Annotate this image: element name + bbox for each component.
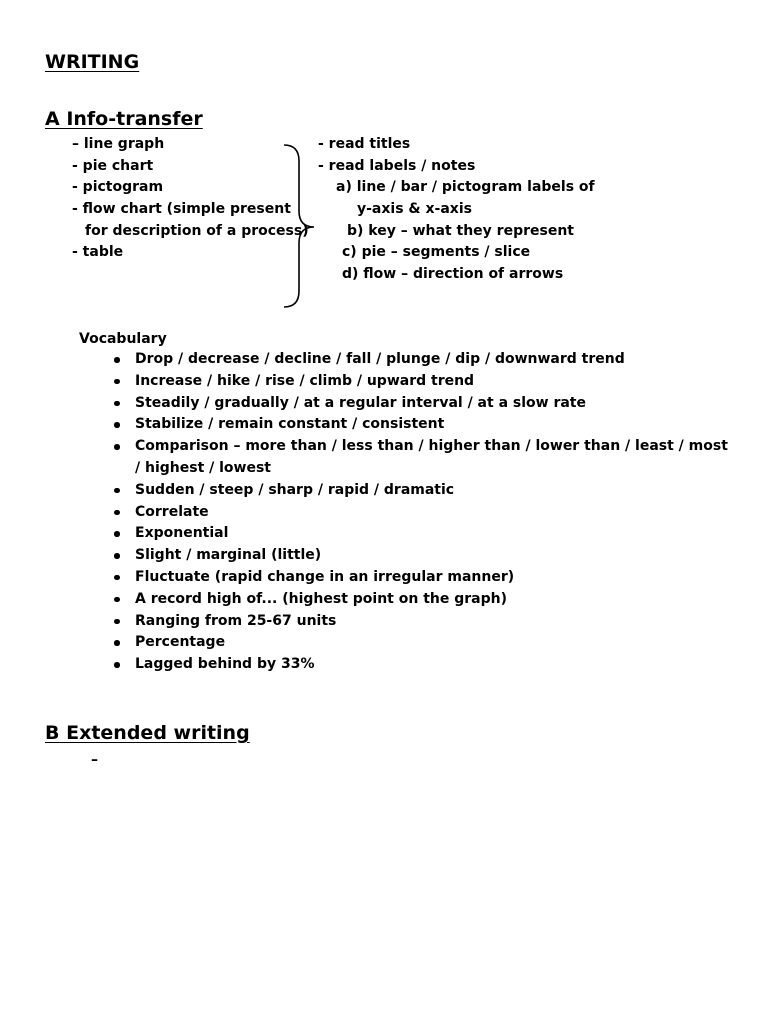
vocabulary-item: Sudden / steep / sharp / rapid / dramatic [110, 480, 728, 502]
right-list-item: d) flow – direction of arrows [342, 266, 564, 282]
bullet-icon [114, 488, 120, 494]
bullet-icon [114, 357, 120, 363]
bullet-icon [114, 619, 120, 625]
left-list-item: – line graph [72, 136, 165, 152]
right-list-item: b) key – what they represent [347, 223, 574, 239]
right-list-item: - read titles [318, 136, 411, 152]
bullet-icon [114, 510, 120, 516]
left-list-item: - pictogram [72, 179, 164, 195]
section-b-dash: – [91, 752, 98, 768]
vocabulary-heading: Vocabulary [79, 331, 167, 347]
bullet-icon [114, 531, 120, 537]
left-list-item: - flow chart (simple present [72, 201, 291, 217]
vocabulary-item: Comparison – more than / less than / higher than / lower than / least / most / highest / lowest [110, 436, 728, 480]
bullet-icon [114, 662, 120, 668]
bullet-icon [114, 640, 120, 646]
vocabulary-item: Steadily / gradually / at a regular interval / at a slow rate [110, 393, 728, 415]
vocabulary-item-continuation: / highest / lowest [135, 459, 271, 476]
section-a-heading: A Info-transfer [45, 108, 203, 130]
vocabulary-item: Percentage [110, 632, 728, 654]
vocabulary-item: Increase / hike / rise / climb / upward trend [110, 371, 728, 393]
page-title: WRITING [45, 51, 140, 73]
bullet-icon [114, 597, 120, 603]
vocabulary-item: Drop / decrease / decline / fall / plunge / dip / downward trend [110, 349, 728, 371]
left-list-item: for description of a process) [85, 223, 309, 239]
vocabulary-item: Slight / marginal (little) [110, 545, 728, 567]
section-b-heading: B Extended writing [45, 722, 250, 744]
left-list-item: - pie chart [72, 158, 154, 174]
vocabulary-item: Lagged behind by 33% [110, 654, 728, 676]
vocabulary-item: A record high of... (highest point on the graph) [110, 589, 728, 611]
right-list-item: y-axis & x-axis [357, 201, 472, 217]
bullet-icon [114, 422, 120, 428]
vocabulary-item: Fluctuate (rapid change in an irregular manner) [110, 567, 728, 589]
vocabulary-item: Stabilize / remain constant / consistent [110, 414, 728, 436]
vocabulary-item: Ranging from 25-67 units [110, 611, 728, 633]
right-list-item: - read labels / notes [318, 158, 476, 174]
bullet-icon [114, 444, 120, 450]
vocabulary-item: Exponential [110, 523, 728, 545]
bullet-icon [114, 575, 120, 581]
bullet-icon [114, 379, 120, 385]
curly-brace [280, 141, 320, 311]
vocabulary-item: Correlate [110, 502, 728, 524]
bullet-icon [114, 401, 120, 407]
vocabulary-list [110, 349, 728, 676]
left-list-item: - table [72, 244, 124, 260]
right-list-item: c) pie – segments / slice [342, 244, 531, 260]
bullet-icon [114, 553, 120, 559]
right-list-item: a) line / bar / pictogram labels of [336, 179, 595, 195]
